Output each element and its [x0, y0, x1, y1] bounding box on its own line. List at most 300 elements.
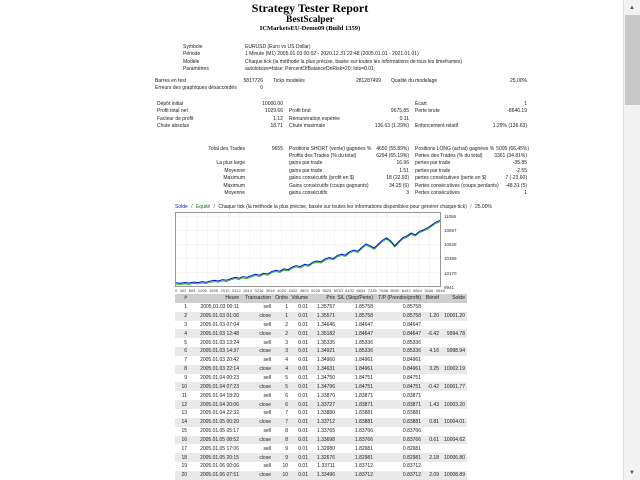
stat-pair — [415, 145, 530, 153]
trade-cell: 5 — [285, 375, 288, 382]
trade-cell — [441, 303, 467, 312]
stat-value: 9655 — [271, 145, 283, 152]
stat-value: 5005 (66.45%) — [496, 145, 530, 152]
stats-row — [157, 123, 527, 130]
trade-cell: 1.34631 — [316, 366, 335, 373]
trade-cell: 1.85336 — [354, 348, 373, 355]
setting-label: Période — [183, 51, 201, 58]
stats-row — [157, 101, 527, 108]
trade-cell: 0.84751 — [402, 383, 421, 390]
errors-value: 0 — [260, 85, 263, 92]
trade-row — [175, 365, 467, 374]
setting-row — [183, 59, 462, 66]
trade-cell: 0.85336 — [402, 348, 421, 355]
x-axis-tick-label: 9246 — [424, 288, 434, 293]
trade-cell: 1 — [285, 313, 288, 320]
trade-cell: 1.35757 — [316, 304, 335, 311]
stat-label: Maximum — [223, 182, 245, 189]
trade-cell: 0.01 — [298, 375, 308, 382]
trade-cell: 8 — [184, 366, 187, 373]
trade-cell — [423, 338, 441, 347]
trade-cell — [441, 321, 467, 330]
trade-cell — [423, 374, 441, 383]
trade-cell: 1.83766 — [354, 428, 373, 435]
server-build: ICMarketsEU-Demo09 (Build 1359) — [259, 25, 361, 32]
trade-cell — [441, 338, 467, 347]
trade-cell: 18 — [181, 454, 187, 461]
stat-value: -2.55 — [515, 167, 527, 174]
stats-row — [157, 190, 527, 197]
trade-cell: 2005.01.04 07:23 — [200, 383, 239, 390]
trade-cell: 1.33712 — [316, 419, 335, 426]
trade-cell: 2005.01.03 14:37 — [200, 348, 239, 355]
trade-cell: 6 — [285, 401, 288, 408]
stat-label: Profits des Trades (% du total) — [289, 152, 357, 159]
trade-cell: 0.82981 — [402, 454, 421, 461]
stat-label: gains consécutifs (profit en $) — [289, 175, 355, 182]
trade-cell: sell — [263, 357, 271, 364]
stat-pair — [289, 146, 409, 153]
trade-cell: 7 — [184, 357, 187, 364]
stat-label: Chute maximale — [289, 123, 326, 130]
bars-value: 5817726 — [243, 78, 263, 84]
trade-cell: 3 — [184, 321, 187, 328]
x-axis-tick-label: 8040 — [390, 288, 400, 293]
trade-cell: 13 — [181, 410, 187, 417]
stat-value: 10000.00 — [262, 101, 283, 107]
trade-cell: sell — [263, 375, 271, 382]
stat-value — [251, 190, 283, 197]
trades-column-header: T/P (Prendre/profit) — [378, 295, 421, 302]
trade-cell: 0.83881 — [402, 419, 421, 426]
trade-cell: sell — [263, 304, 271, 311]
trade-cell: 2005.01.06 00:06 — [200, 463, 239, 470]
x-axis-tick-label: 5226 — [311, 288, 321, 293]
trade-cell: 16 — [181, 436, 187, 443]
stat-pair — [415, 101, 527, 108]
stat-pair — [415, 183, 527, 190]
x-axis-tick-label: 6432 — [345, 288, 355, 293]
setting-value: Chaque tick (la méthode la plus précise, basée sur toutes les informations de tous les timeframes) — [245, 58, 463, 65]
stat-pair — [415, 153, 527, 160]
scroll-up-button[interactable]: ▲ — [629, 4, 635, 11]
trade-cell: 1.20 — [429, 313, 439, 320]
x-axis-tick-label: 8442 — [401, 288, 411, 293]
stats-row — [157, 175, 527, 182]
stats-row — [157, 153, 527, 160]
scroll-down-button[interactable]: ▼ — [629, 469, 635, 476]
stat-value: -8646.19 — [507, 108, 527, 115]
trade-cell: 1.83712 — [354, 463, 373, 470]
x-axis-tick-label: 7638 — [379, 288, 389, 293]
page-title: Strategy Tester Report — [251, 1, 369, 15]
trade-cell: 2.09 — [429, 472, 439, 479]
trade-cell — [441, 356, 467, 365]
trade-cell: 1.35335 — [316, 339, 335, 346]
trades-column-header: Bénéf — [425, 295, 439, 302]
stat-label: Écart — [415, 101, 427, 107]
trade-cell: 1.34750 — [316, 375, 335, 382]
stat-label: Maximum — [223, 175, 245, 182]
y-axis-tick-label: 10399 — [444, 256, 457, 262]
x-axis-tick-label: 4020 — [277, 288, 287, 293]
stat-value — [251, 175, 283, 182]
trade-cell: 0.01 — [298, 401, 308, 408]
quality-label: Qualité du modelage — [391, 78, 438, 84]
trade-cell: 10 — [181, 383, 187, 390]
setting-value: autolotsize=false; PercentOfBalanceOnRisk=20; lots=0.01; — [245, 66, 376, 73]
trade-row — [175, 409, 467, 418]
trade-cell: 0.84647 — [402, 321, 421, 328]
trade-cell: 0.83881 — [402, 410, 421, 417]
trade-cell: 0.83871 — [402, 401, 421, 408]
trade-cell: 0.84751 — [402, 375, 421, 382]
trade-cell: 0.01 — [298, 454, 308, 461]
stat-value: 1 — [524, 101, 527, 107]
trade-cell: 7 — [285, 410, 288, 417]
stat-label: Facteur de profit — [157, 115, 194, 122]
trade-cell: close — [259, 348, 271, 355]
stat-value: 16.96 — [396, 160, 409, 167]
settings-table — [183, 44, 462, 74]
stat-label: Profit brut — [289, 108, 311, 115]
stat-value: 136.63 (1.29%) — [374, 123, 409, 130]
y-axis-tick-label: 9941 — [444, 284, 455, 290]
stat-label: gains consécutifs — [289, 189, 328, 196]
stat-pair — [289, 108, 409, 115]
stat-value: 1029.66 — [264, 108, 283, 115]
trade-cell: 7 — [285, 419, 288, 426]
setting-row — [183, 51, 462, 58]
legend-balance-label: Solde — [175, 204, 188, 210]
trade-cell: 1.35182 — [316, 330, 335, 337]
stat-label: Dépôt initial — [157, 101, 184, 107]
trade-row — [175, 400, 467, 409]
legend-description: Chaque tick (la méthode la plus précise, basée sur toutes les informations disponibles pour générer chaque tick) — [218, 204, 467, 210]
trade-cell: 9 — [285, 454, 288, 461]
stat-pair — [289, 101, 409, 108]
stat-pair — [415, 160, 527, 167]
trade-cell: sell — [263, 428, 271, 435]
trade-cell: 1.83871 — [354, 392, 373, 399]
x-axis-tick-label: 2814 — [243, 288, 253, 293]
trade-cell: 9 — [184, 375, 187, 382]
stat-label: pertes consécutives (perte en $) — [415, 175, 487, 182]
trades-header-row — [175, 294, 467, 303]
stat-pair — [289, 183, 409, 190]
stat-value: -35.85 — [512, 160, 527, 167]
trade-cell: 1.34921 — [316, 348, 335, 355]
stat-value — [251, 168, 283, 175]
setting-row — [183, 44, 462, 51]
trade-cell: 10008.89 — [444, 472, 465, 479]
trade-cell: 5 — [184, 339, 187, 346]
trade-cell: 1.84751 — [354, 375, 373, 382]
bars-row — [155, 78, 527, 85]
scrollbar-thumb[interactable] — [625, 15, 640, 105]
stat-value: 1.12 — [273, 115, 283, 122]
trade-cell: 8 — [285, 436, 288, 443]
trade-row — [175, 321, 467, 330]
trade-cell: 12 — [181, 401, 187, 408]
stat-value: 1.29% (136.63) — [492, 123, 527, 130]
x-axis-tick-label: 6030 — [333, 288, 343, 293]
trade-cell: 0.84961 — [402, 357, 421, 364]
trade-cell: close — [259, 419, 271, 426]
trade-cell: 10002.19 — [444, 366, 465, 373]
trade-cell: 10003.20 — [444, 401, 465, 408]
errors-label: Erreurs des graphiques désaccordés — [155, 85, 237, 92]
trade-cell: 2005.01.03 07:04 — [200, 321, 239, 328]
legend-separator: / — [191, 204, 193, 210]
trade-cell: sell — [263, 339, 271, 346]
stat-value: 1.51 — [399, 167, 409, 174]
trade-cell — [423, 427, 441, 436]
trade-cell: 0.01 — [298, 410, 308, 417]
trade-cell: 10 — [282, 463, 288, 470]
trade-cell: 1.32676 — [316, 454, 335, 461]
trade-row — [175, 462, 467, 471]
stat-value: -48.31 (5) — [505, 182, 527, 189]
trade-cell: 0.81 — [429, 419, 439, 426]
trade-cell: close — [259, 330, 271, 337]
stat-value: 34.25 (6) — [388, 182, 409, 189]
trade-cell: 0.01 — [298, 428, 308, 435]
trade-row — [175, 427, 467, 436]
x-axis-tick-label: 1608 — [209, 288, 219, 293]
trades-table — [175, 294, 467, 480]
trade-row — [175, 391, 467, 400]
y-axis-tick-label: 10628 — [444, 242, 457, 248]
balance-chart — [175, 212, 441, 287]
quality-value: 25.00% — [510, 78, 527, 84]
stat-pair — [415, 190, 527, 197]
trade-cell: 8 — [285, 428, 288, 435]
legend-separator: / — [470, 204, 472, 210]
x-axis-tick-label: 4422 — [288, 288, 298, 293]
trade-cell: 9998.94 — [446, 348, 465, 355]
trade-cell: sell — [263, 445, 271, 452]
stat-pair — [289, 190, 409, 197]
stats-row — [157, 145, 530, 153]
trade-row — [175, 329, 467, 338]
trade-cell: 11 — [181, 392, 187, 399]
trade-row — [175, 312, 467, 321]
x-axis-tick-label: 1206 — [197, 288, 207, 293]
trade-cell: 0.01 — [298, 366, 308, 373]
stat-label: Pertes consécutives (coups perdants) — [415, 182, 499, 189]
y-axis-tick-label: 10857 — [444, 227, 457, 233]
stat-label: Profit total net — [157, 108, 188, 115]
trade-cell: 2005.01.03 13:24 — [200, 339, 239, 346]
trade-cell: 1 — [184, 304, 187, 311]
trade-cell: 0.01 — [298, 419, 308, 426]
trade-cell: 4.16 — [429, 348, 439, 355]
trade-cell: 1.33727 — [316, 401, 335, 408]
stat-pair — [289, 116, 409, 123]
trade-cell: 1.34646 — [316, 321, 335, 328]
trade-cell: 3 — [285, 339, 288, 346]
trade-cell: 0.61 — [429, 436, 439, 443]
stat-value: 0.11 — [399, 115, 409, 122]
trade-cell: close — [259, 366, 271, 373]
stats-row — [157, 183, 527, 190]
setting-label: Paramètres — [183, 66, 209, 73]
trade-cell: 1.43 — [429, 401, 439, 408]
trade-cell — [423, 391, 441, 400]
trade-cell: 1.33496 — [316, 472, 335, 479]
x-axis-tick-label: 804 — [188, 288, 196, 293]
trade-cell: 1.33711 — [317, 463, 335, 470]
stat-pair — [289, 168, 409, 175]
stat-pair — [415, 168, 527, 175]
trades-column-header: S/L (Stop/Perte) — [337, 295, 373, 302]
stat-label: Positions LONG (achat) gagnées % — [415, 145, 495, 152]
trade-cell: 0.01 — [298, 445, 308, 452]
trade-cell: 0.01 — [298, 392, 308, 399]
trades-column-header: Volume — [291, 295, 308, 302]
stat-value — [251, 160, 283, 167]
modelling-info — [155, 78, 527, 93]
trade-cell: 6 — [285, 392, 288, 399]
errors-row — [155, 85, 527, 92]
trades-column-header: # — [184, 295, 187, 302]
ticks-label: Ticks modelés — [273, 78, 305, 84]
stat-pair — [415, 108, 527, 115]
stat-pair — [415, 175, 527, 182]
trade-row — [175, 356, 467, 365]
stat-pair — [415, 116, 527, 123]
trade-cell: 2005.01.03 00:11 — [200, 304, 239, 311]
trade-cell: 0.85758 — [402, 304, 421, 311]
trade-row — [175, 444, 467, 453]
trade-cell — [423, 303, 441, 312]
stat-label: Positions SHORT (vente) gagnées % — [289, 145, 372, 152]
stat-label: pertes par trade — [415, 160, 451, 167]
trade-cell: 10 — [282, 472, 288, 479]
trade-cell: 4 — [285, 366, 288, 373]
trade-cell: 0.01 — [298, 357, 308, 364]
stat-value: 9675.85 — [390, 108, 409, 115]
stat-label: Enfoncement relatif — [415, 123, 459, 130]
stat-label: pertes par trade — [415, 167, 451, 174]
trade-cell: 0.83766 — [402, 428, 421, 435]
trade-cell: 3 — [285, 348, 288, 355]
trade-cell: 15 — [181, 428, 187, 435]
balance-chart-svg — [176, 213, 440, 286]
trade-cell: 0.01 — [298, 436, 308, 443]
trades-column-header: Ordre — [275, 295, 288, 302]
balance-line — [176, 220, 440, 283]
scrollbar[interactable] — [623, 0, 640, 480]
trade-cell: -6.42 — [427, 330, 439, 337]
trade-cell: close — [259, 472, 271, 479]
x-axis-tick-label: 5628 — [322, 288, 332, 293]
x-axis-tick-label: 2010 — [220, 288, 230, 293]
x-axis-tick-label: 2412 — [231, 288, 241, 293]
trade-row — [175, 303, 467, 312]
x-axis-tick-label: 6834 — [356, 288, 366, 293]
stat-label: Rémunération espérée — [289, 115, 340, 122]
trade-cell — [423, 356, 441, 365]
bars-label: Barres en test — [155, 78, 187, 84]
stat-value: 4650 (55.89%) — [376, 145, 409, 152]
stat-label: Perte brute — [415, 108, 440, 115]
trade-row — [175, 338, 467, 347]
trade-cell: 14 — [181, 419, 187, 426]
trade-cell: 1.32980 — [316, 445, 335, 452]
trade-cell — [423, 462, 441, 471]
trade-cell: 20 — [181, 472, 187, 479]
trade-cell: 0.01 — [298, 321, 308, 328]
trade-cell: 2 — [285, 321, 288, 328]
trade-cell: 0.84961 — [402, 366, 421, 373]
setting-row — [183, 66, 462, 73]
trade-cell: 2005.01.03 20:42 — [200, 357, 239, 364]
trades-column-header: Prix — [326, 295, 335, 302]
trades-column-header: Transaction — [245, 295, 271, 302]
trade-cell: 2005.01.05 05:17 — [200, 428, 239, 435]
trade-cell: 2005.01.04 18:20 — [200, 392, 239, 399]
trade-cell: 1.83881 — [354, 410, 373, 417]
trade-cell: 0.85758 — [402, 313, 421, 320]
x-axis-tick-label: 3216 — [254, 288, 264, 293]
y-axis-tick-label: 10170 — [444, 270, 457, 276]
trade-cell: sell — [263, 321, 271, 328]
trade-cell: 1.33880 — [316, 410, 335, 417]
stat-label: La plus large — [216, 160, 245, 167]
trade-cell: 0.84647 — [402, 330, 421, 337]
chart-legend — [175, 204, 621, 211]
stat-value: 7 (-23.60) — [505, 175, 527, 182]
stat-pair — [415, 123, 527, 130]
trade-cell: 0.83766 — [402, 436, 421, 443]
trade-cell: 1.83766 — [354, 436, 373, 443]
trade-cell: 5 — [285, 383, 288, 390]
trade-cell: 1.83712 — [354, 472, 373, 479]
stat-label: Pertes des Trades (% du total) — [415, 152, 483, 159]
stats-row — [157, 168, 527, 175]
trade-cell: 19 — [181, 463, 187, 470]
trade-cell: 1.33870 — [316, 392, 335, 399]
setting-value: EURUSD (Euro vs US Dollar) — [245, 44, 311, 50]
legend-quality: 25.00% — [474, 204, 492, 210]
stats-row — [157, 160, 527, 167]
trade-cell: 0.83871 — [402, 392, 421, 399]
trade-cell: 1.82981 — [354, 454, 373, 461]
stat-pair — [289, 175, 409, 182]
ticks-value: 281287499 — [355, 78, 381, 84]
trade-cell: 2.18 — [429, 454, 439, 461]
setting-label: Modèle — [183, 58, 200, 65]
stat-label: gains par trade — [289, 167, 323, 174]
stat-value — [251, 153, 283, 160]
y-axis-tick-label: 11086 — [444, 213, 457, 219]
statistics-table — [157, 101, 530, 197]
stat-pair — [289, 153, 409, 160]
stats-row — [157, 108, 527, 115]
trade-row — [175, 453, 467, 462]
trade-cell: close — [259, 383, 271, 390]
trades-column-header: Heure — [225, 295, 239, 302]
trade-cell: 17 — [181, 445, 187, 452]
stat-value: 18 (22.93) — [386, 175, 409, 182]
trade-cell — [441, 444, 467, 453]
trade-cell: 0.01 — [298, 472, 308, 479]
setting-label: Symbole — [183, 44, 203, 50]
trade-row — [175, 436, 467, 445]
stats-row — [157, 116, 527, 123]
